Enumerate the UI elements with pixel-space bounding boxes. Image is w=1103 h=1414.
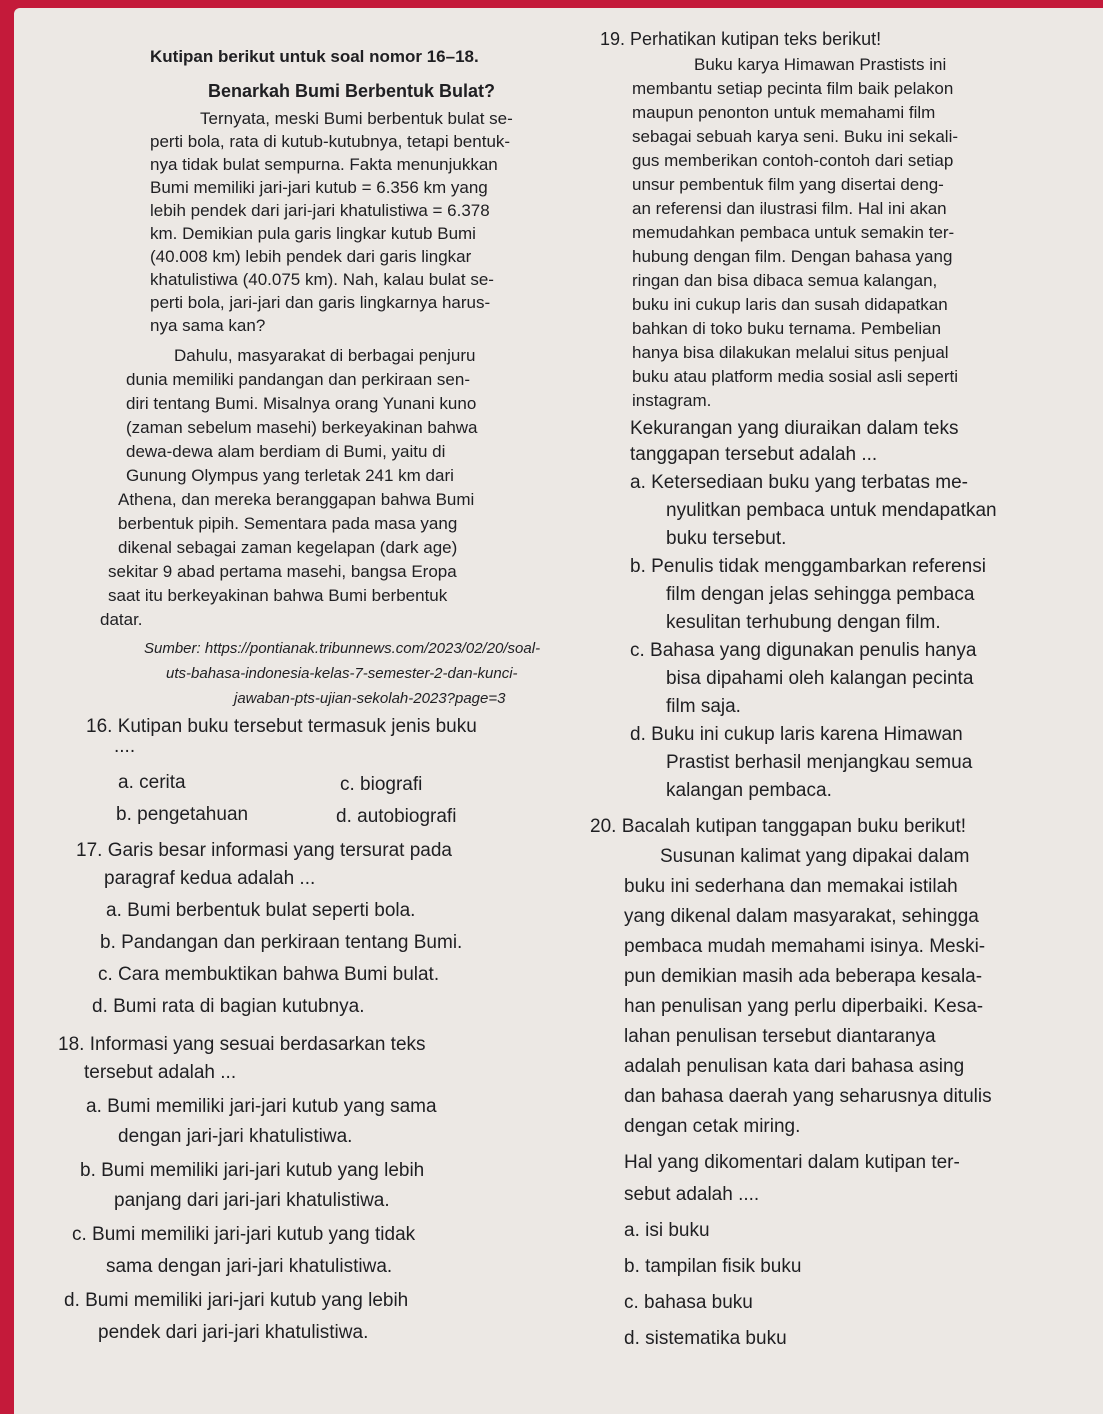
- q20-option-b[interactable]: b. tampilan fisik buku: [624, 1256, 802, 1277]
- q18-option-a-cont: dengan jari-jari khatulistiwa.: [118, 1126, 353, 1147]
- source-line: jawaban-pts-ujian-sekolah-2023?page=3: [234, 690, 506, 707]
- p2-line: diri tentang Bumi. Misalnya orang Yunani kuno: [126, 394, 477, 413]
- source-line: Sumber: https://pontianak.tribunnews.com/2023/02/20/soal-: [144, 640, 541, 657]
- p1-line: perti bola, jari-jari dan garis lingkarnya harus-: [150, 293, 491, 312]
- p1-line: nya sama kan?: [150, 316, 266, 335]
- q20-quote-line: adalah penulisan kata dari bahasa asing: [624, 1056, 965, 1077]
- q18-option-d[interactable]: d. Bumi memiliki jari-jari kutub yang lebih: [64, 1290, 409, 1311]
- p1-line: khatulistiwa (40.075 km). Nah, kalau bulat se-: [150, 270, 494, 289]
- q17-option-d[interactable]: d. Bumi rata di bagian kutubnya.: [92, 996, 365, 1017]
- q19-quote-line: unsur pembentuk film yang disertai deng-: [632, 175, 944, 194]
- q19-quote-line: ringan dan bisa dibaca semua kalangan,: [632, 271, 938, 290]
- p1-line: perti bola, rata di kutub-kutubnya, tetapi bentuk-: [150, 132, 511, 151]
- q16-stem: 16. Kutipan buku tersebut termasuk jenis buku: [86, 716, 477, 737]
- q20-quote-line: dan bahasa daerah yang seharusnya ditulis: [624, 1086, 992, 1107]
- q19-option-d-cont: kalangan pembaca.: [666, 780, 832, 801]
- p2-line: dunia memiliki pandangan dan perkiraan sen-: [126, 370, 470, 389]
- p2-line: Dahulu, masyarakat di berbagai penjuru: [174, 346, 476, 365]
- p1-line: Ternyata, meski Bumi berbentuk bulat se-: [200, 109, 513, 128]
- q18-option-a[interactable]: a. Bumi memiliki jari-jari kutub yang sama: [86, 1096, 437, 1117]
- p2-line: Gunung Olympus yang terletak 241 km dari: [126, 466, 454, 485]
- p2-line: sekitar 9 abad pertama masehi, bangsa Eropa: [108, 562, 457, 581]
- q20-quote-line: han penulisan yang perlu diperbaiki. Kesa-: [624, 996, 984, 1017]
- q17-option-a[interactable]: a. Bumi berbentuk bulat seperti bola.: [106, 900, 416, 921]
- q19-option-c[interactable]: c. Bahasa yang digunakan penulis hanya: [630, 640, 977, 661]
- q19-option-b-cont: film dengan jelas sehingga pembaca: [666, 584, 975, 605]
- q19-prompt: Kekurangan yang diuraikan dalam teks: [630, 418, 959, 439]
- q19-prompt: tanggapan tersebut adalah ...: [630, 444, 878, 465]
- p1-line: km. Demikian pula garis lingkar kutub Bumi: [150, 224, 476, 243]
- q19-option-c-cont: bisa dipahami oleh kalangan pecinta: [666, 668, 974, 689]
- q19-option-d-cont: Prastist berhasil menjangkau semua: [666, 752, 973, 773]
- q17-option-b[interactable]: b. Pandangan dan perkiraan tentang Bumi.: [100, 932, 463, 953]
- q20-quote-line: pembaca mudah memahami isinya. Meski-: [624, 936, 986, 957]
- q18-stem: tersebut adalah ...: [84, 1062, 237, 1083]
- q19-quote-line: instagram.: [632, 391, 712, 410]
- q19-quote-line: an referensi dan ilustrasi film. Hal ini akan: [632, 199, 947, 218]
- q17-stem: paragraf kedua adalah ...: [104, 868, 316, 889]
- q19-quote-line: sebagai sebuah karya seni. Buku ini sekali-: [632, 127, 959, 146]
- source-line: uts-bahasa-indonesia-kelas-7-semester-2-dan-kunci-: [166, 665, 518, 682]
- q16-option-d[interactable]: d. autobiografi: [336, 806, 457, 827]
- q20-prompt: Hal yang dikomentari dalam kutipan ter-: [624, 1152, 960, 1173]
- q19-quote-line: gus memberikan contoh-contoh dari setiap: [632, 151, 954, 170]
- q19-quote-line: membantu setiap pecinta film baik pelakon: [632, 79, 954, 98]
- p2-line: Athena, dan mereka beranggapan bahwa Bumi: [118, 490, 475, 509]
- p2-line: dewa-dewa alam berdiam di Bumi, yaitu di: [126, 442, 446, 461]
- q19-quote-line: maupun penonton untuk memahami film: [632, 103, 936, 122]
- q19-quote-line: buku atau platform media sosial asli seperti: [632, 367, 958, 386]
- p2-line: saat itu berkeyakinan bahwa Bumi berbentuk: [108, 586, 448, 605]
- q18-option-b-cont: panjang dari jari-jari khatulistiwa.: [114, 1190, 390, 1211]
- p1-line: nya tidak bulat sempurna. Fakta menunjukkan: [150, 155, 498, 174]
- q16-option-a[interactable]: a. cerita: [118, 772, 186, 793]
- q20-quote-line: yang dikenal dalam masyarakat, sehingga: [624, 906, 979, 927]
- q18-option-c[interactable]: c. Bumi memiliki jari-jari kutub yang tidak: [72, 1224, 416, 1245]
- q20-quote-line: lahan penulisan tersebut diantaranya: [624, 1026, 936, 1047]
- q20-quote-line: pun demikian masih ada beberapa kesala-: [624, 966, 983, 987]
- q19-quote-line: hanya bisa dilakukan melalui situs penjual: [632, 343, 949, 362]
- p1-line: Bumi memiliki jari-jari kutub = 6.356 km yang: [150, 178, 488, 197]
- worksheet-page: [14, 8, 1103, 1414]
- q20-quote-line: buku ini sederhana dan memakai istilah: [624, 876, 958, 897]
- q20-quote-line: dengan cetak miring.: [624, 1116, 801, 1137]
- q19-option-b-cont: kesulitan terhubung dengan film.: [666, 612, 941, 633]
- p2-line: datar.: [100, 610, 143, 629]
- q16-stem: ....: [114, 736, 136, 757]
- intro-heading: Kutipan berikut untuk soal nomor 16–18.: [150, 47, 479, 66]
- q18-stem: 18. Informasi yang sesuai berdasarkan teks: [58, 1034, 426, 1055]
- p2-line: berbentuk pipih. Sementara pada masa yang: [118, 514, 458, 533]
- q19-option-d[interactable]: d. Buku ini cukup laris karena Himawan: [630, 724, 963, 745]
- p1-line: lebih pendek dari jari-jari khatulistiwa = 6.378: [150, 201, 490, 220]
- q18-option-c-cont: sama dengan jari-jari khatulistiwa.: [106, 1256, 393, 1277]
- p2-line: (zaman sebelum masehi) berkeyakinan bahwa: [126, 418, 478, 437]
- q20-stem: 20. Bacalah kutipan tanggapan buku berikut!: [590, 816, 967, 837]
- q18-option-b[interactable]: b. Bumi memiliki jari-jari kutub yang lebih: [80, 1160, 425, 1181]
- q20-option-c[interactable]: c. bahasa buku: [624, 1292, 753, 1313]
- q19-option-a[interactable]: a. Ketersediaan buku yang terbatas me-: [630, 472, 968, 493]
- q16-option-b[interactable]: b. pengetahuan: [116, 804, 249, 825]
- q19-option-b[interactable]: b. Penulis tidak menggambarkan referensi: [630, 556, 986, 577]
- q20-option-d[interactable]: d. sistematika buku: [624, 1328, 787, 1349]
- q17-stem: 17. Garis besar informasi yang tersurat pada: [76, 840, 452, 861]
- q19-stem: 19. Perhatikan kutipan teks berikut!: [600, 29, 882, 49]
- q19-quote-line: hubung dengan film. Dengan bahasa yang: [632, 247, 953, 266]
- p2-line: dikenal sebagai zaman kegelapan (dark age): [118, 538, 458, 557]
- q19-quote-line: bahkan di toko buku ternama. Pembelian: [632, 319, 942, 338]
- q20-option-a[interactable]: a. isi buku: [624, 1220, 710, 1241]
- q16-option-c[interactable]: c. biografi: [340, 774, 423, 795]
- q18-option-d-cont: pendek dari jari-jari khatulistiwa.: [98, 1322, 369, 1343]
- q19-quote-line: Buku karya Himawan Prastists ini: [694, 55, 947, 74]
- q19-option-c-cont: film saja.: [666, 696, 741, 717]
- q19-option-a-cont: nyulitkan pembaca untuk mendapatkan: [666, 500, 997, 521]
- q19-quote-line: memudahkan pembaca untuk semakin ter-: [632, 223, 955, 242]
- q20-prompt: sebut adalah ....: [624, 1184, 760, 1205]
- p1-line: (40.008 km) lebih pendek dari garis lingkar: [150, 247, 472, 266]
- q17-option-c[interactable]: c. Cara membuktikan bahwa Bumi bulat.: [98, 964, 440, 985]
- q19-quote-line: buku ini cukup laris dan susah didapatkan: [632, 295, 948, 314]
- q20-quote-line: Susunan kalimat yang dipakai dalam: [660, 846, 970, 867]
- article-title: Benarkah Bumi Berbentuk Bulat?: [208, 81, 496, 101]
- q19-option-a-cont: buku tersebut.: [666, 528, 787, 549]
